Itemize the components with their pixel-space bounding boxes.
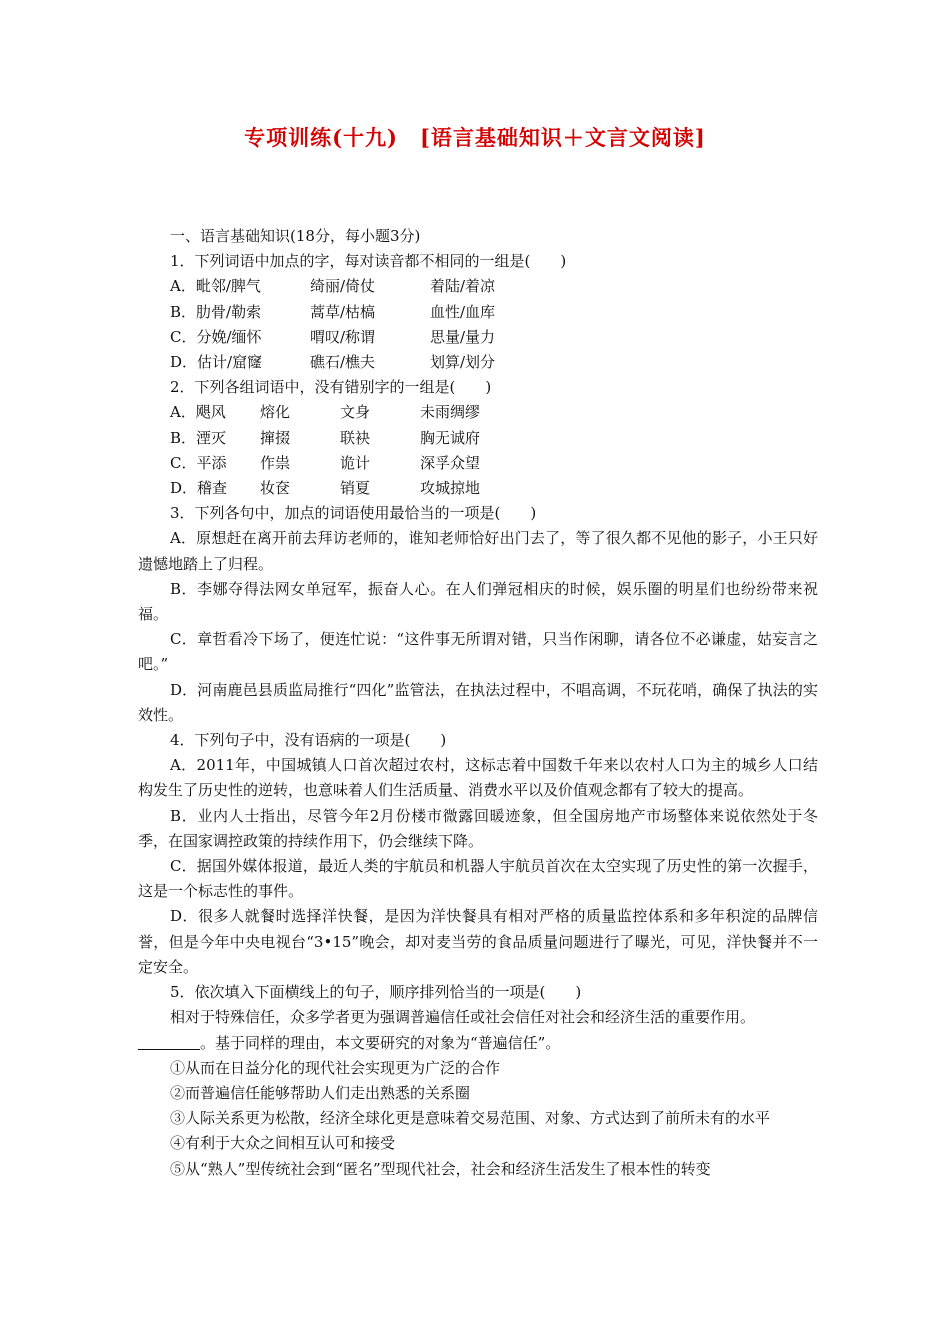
q2-cell: B．湮灭 [170, 428, 227, 447]
q4-option-c: C．据国外媒体报道，最近人类的宇航员和机器人宇航员首次在太空实现了历史性的第一次握手，这是一个标志性的事件。 [138, 857, 818, 901]
q4-option-a: A．2011年，中国城镇人口首次超过农村，这标志着中国数千年来以农村人口为主的城乡人口结构发生了历史性的逆转，也意味着人们生活质量、消费水平以及价值观念都有了较大的提高。 [138, 756, 818, 800]
q1-word-pair: 着陆/着凉 [430, 277, 496, 296]
q2-cell: 深孚众望 [420, 453, 481, 472]
q5-passage-part-1: 相对于特殊信任，众多学者更为强调普遍信任或社会信任对社会和经济生活的重要作用。 [170, 1008, 756, 1027]
q5-passage-part-2: 。基于同样的理由，本文要研究的对象为“普遍信任”。 [200, 1033, 561, 1052]
document-body [138, 224, 818, 1182]
page-title: 专项训练(十九) [语言基础知识＋文言文阅读] [244, 125, 706, 150]
q3-option-a: A．原想赶在离开前去拜访老师的，谁知老师恰好出门去了，等了很久都不见他的影子，小王只好遗憾地踏上了归程。 [138, 529, 818, 573]
q3-option-c: C．章哲看冷下场了，便连忙说：“这件事无所谓对错，只当作闲聊，请各位不必谦虚，姑妄言之吧。” [138, 630, 818, 674]
q1-word-pair: 蒿草/枯槁 [310, 302, 376, 321]
q2-cell: 未雨绸缪 [420, 403, 481, 422]
q2-cell: 胸无诚府 [420, 428, 481, 447]
q5-passage-continued [138, 1031, 818, 1056]
q2-cell: 联袂 [340, 428, 371, 447]
q2-cell: 撺掇 [260, 428, 291, 447]
q4-option-b: B．业内人士指出，尽管今年2月份楼市微露回暖迹象，但全国房地产市场整体来说依然处于冬季，在国家调控政策的持续作用下，仍会继续下降。 [138, 806, 818, 850]
q5-item-3: ③人际关系更为松散，经济全球化更是意味着交易范围、对象、方式达到了前所未有的水平 [170, 1109, 771, 1128]
q2-cell: 文身 [340, 403, 371, 422]
q1-option-a [170, 274, 818, 299]
q1-word-pair: 思量/量力 [430, 327, 496, 346]
q1-option-c [170, 325, 818, 350]
q2-cell: 熔化 [260, 403, 291, 422]
q5-item-4: ④有利于大众之间相互认可和接受 [170, 1134, 396, 1153]
q3-option-d: D．河南鹿邑县质监局推行“四化”监管法，在执法过程中，不唱高调，不玩花哨，确保了执法的实效性。 [138, 680, 818, 724]
q5-item-1: ①从而在日益分化的现代社会实现更为广泛的合作 [170, 1058, 501, 1077]
q2-cell: A．飓风 [170, 403, 226, 422]
q5-item-2: ②而普遍信任能够帮助人们走出熟悉的关系圈 [170, 1083, 471, 1102]
q5-item-5: ⑤从“熟人”型传统社会到“匿名”型现代社会，社会和经济生活发生了根本性的转变 [170, 1159, 711, 1178]
q1-word-pair: 礁石/樵夫 [310, 353, 376, 372]
question-4-stem: 4．下列句子中，没有语病的一项是( ) [170, 731, 447, 750]
question-2-options [138, 400, 818, 501]
q1-word-pair: D．估计/窟窿 [170, 353, 263, 372]
q2-cell: 妆奁 [260, 479, 291, 498]
section-heading: 一、语言基础知识(18分，每小题3分) [170, 227, 421, 245]
q2-cell: 作祟 [260, 453, 291, 472]
q1-word-pair: C．分娩/缅怀 [170, 327, 262, 346]
q5-passage [138, 1005, 818, 1030]
question-1-stem: 1．下列词语中加点的字，每对读音都不相同的一组是( ) [170, 252, 567, 271]
q2-cell: D．稽查 [170, 479, 228, 498]
q2-cell: C．平添 [170, 453, 227, 472]
question-3-stem: 3．下列各句中，加点的词语使用最恰当的一项是( ) [170, 504, 537, 523]
q1-option-b [170, 300, 818, 325]
q1-word-pair: 划算/划分 [430, 353, 496, 372]
q1-word-pair: 绮丽/倚仗 [310, 277, 376, 296]
q3-option-b: B．李娜夺得法网女单冠军，振奋人心。在人们弹冠相庆的时候，娱乐圈的明星们也纷纷带来祝福。 [138, 579, 818, 624]
q1-option-d [170, 350, 818, 375]
q4-option-d: D．很多人就餐时选择洋快餐，是因为洋快餐具有相对严格的质量监控体系和多年积淀的品牌信誉，但是今年中央电视台“3•15”晚会，却对麦当劳的食品质量问题进行了曝光，可见，洋快餐并不一定安全。 [138, 907, 818, 976]
fill-in-blank [138, 1035, 200, 1050]
q1-word-pair: A．毗邻/脾气 [170, 277, 261, 296]
question-2-stem: 2．下列各组词语中，没有错别字的一组是( ) [170, 378, 492, 397]
q1-word-pair: B．肋骨/勒索 [170, 302, 262, 321]
q2-cell: 诡计 [340, 453, 371, 472]
question-5-stem: 5．依次填入下面横线上的句子，顺序排列恰当的一项是( ) [170, 983, 582, 1002]
q2-cell: 销夏 [340, 479, 371, 498]
q1-word-pair: 喟叹/称谓 [310, 327, 376, 346]
q1-word-pair: 血性/血库 [430, 302, 496, 321]
question-1-options [138, 274, 818, 375]
q2-cell: 攻城掠地 [420, 479, 481, 498]
